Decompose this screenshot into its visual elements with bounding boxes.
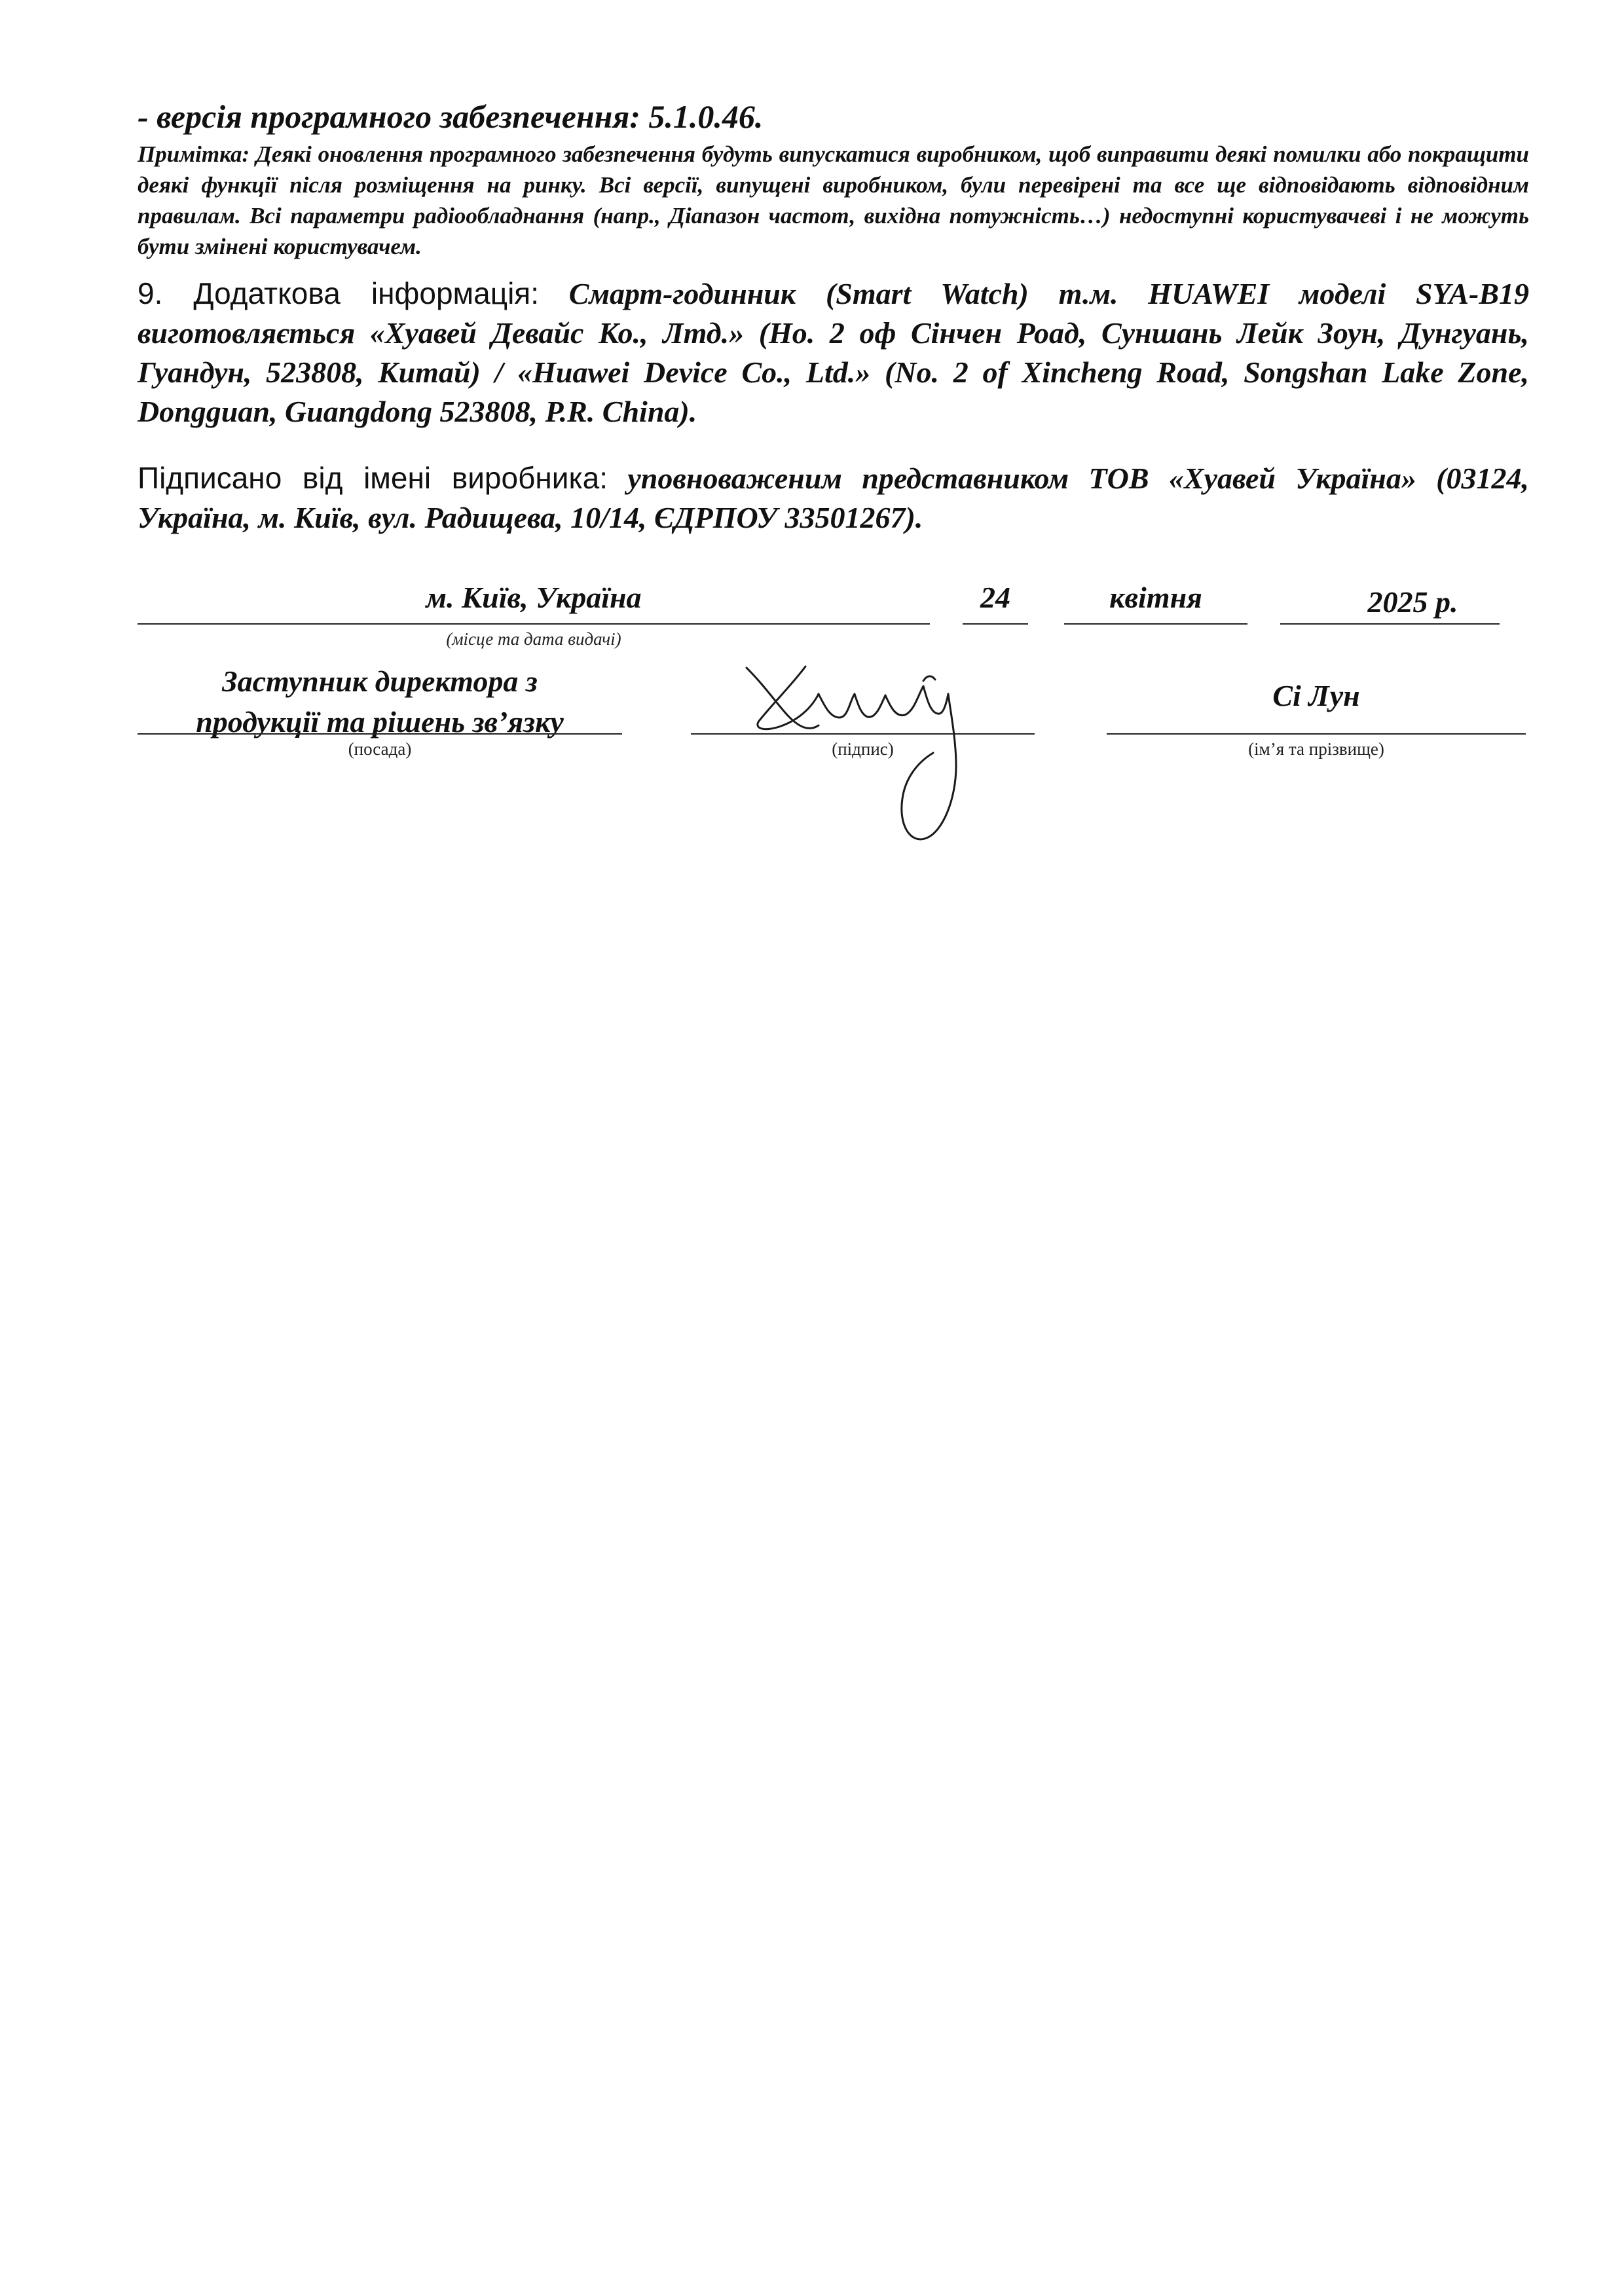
date-year-underline bbox=[1280, 623, 1500, 625]
position-line-2: продукції та рішень зв’язку bbox=[196, 705, 564, 738]
place-date-caption: (місце та дата видачі) bbox=[446, 629, 621, 649]
date-month-field: квітня bbox=[1109, 581, 1202, 614]
place-underline bbox=[138, 623, 930, 625]
position-field bbox=[138, 661, 622, 742]
signed-on-behalf-text: уповноваженим представником ТОВ «Хуавей Україна» (03124, Україна, м. Київ, вул. Радищева, 10/14, ЄДРПОУ 33501267). bbox=[138, 462, 1530, 534]
additional-info-text: Смарт-годинник (Smart Watch) т.м. HUAWEI моделі SYA-B19 виготовляється «Хуавей Девайс Ко., Лтд.» (Но. 2 оф Сінчен Роад, Суншань Лейк Зоун, Дунгуань, Гуандун, 523808, Китай) / «Huawei Device Co., Ltd.» (No. 2 of Xincheng Road, Songshan Lake Zone, Dongguan, Guangdong 523808, P.R. China). bbox=[138, 277, 1530, 428]
note-label: Примітка: bbox=[138, 141, 250, 167]
handwritten-signature bbox=[727, 655, 1002, 858]
place-field: м. Київ, Україна bbox=[426, 581, 642, 614]
signed-on-behalf-label: Підписано від імені виробника: bbox=[138, 461, 608, 495]
date-year-field: 2025 р. bbox=[1367, 585, 1458, 619]
date-day-field: 24 bbox=[980, 581, 1010, 614]
date-month-underline bbox=[1064, 623, 1247, 625]
position-caption: (посада) bbox=[348, 739, 412, 759]
note-text: Деякі оновлення програмного забезпечення будуть випускатися виробником, щоб виправити деякі помилки або покращити деякі функції після розміщення на ринку. Всі версії, випущені виробником, були перевірені та все ще відповідають відповідним правилам. Всі параметри радіообладнання (напр., Діапазон частот, вихідна потужність…) недоступні користувачеві і не можуть бути змінені користувачем. bbox=[138, 141, 1530, 259]
software-version-line bbox=[138, 97, 1529, 136]
signed-on-behalf-paragraph bbox=[138, 458, 1529, 538]
software-version-text: - версія програмного забезпечення: 5.1.0.46. bbox=[138, 98, 764, 135]
name-caption: (ім’я та прізвище) bbox=[1248, 739, 1384, 759]
name-underline bbox=[1107, 733, 1526, 735]
additional-info-label: 9. Додаткова інформація: bbox=[138, 276, 539, 310]
signature-caption: (підпис) bbox=[832, 739, 894, 759]
position-line-1: Заступник директора з bbox=[222, 665, 538, 698]
name-field: Сі Лун bbox=[1272, 679, 1360, 712]
note-paragraph bbox=[138, 139, 1529, 262]
date-day-underline bbox=[963, 623, 1028, 625]
position-underline bbox=[138, 733, 622, 735]
additional-info-paragraph bbox=[138, 274, 1529, 431]
